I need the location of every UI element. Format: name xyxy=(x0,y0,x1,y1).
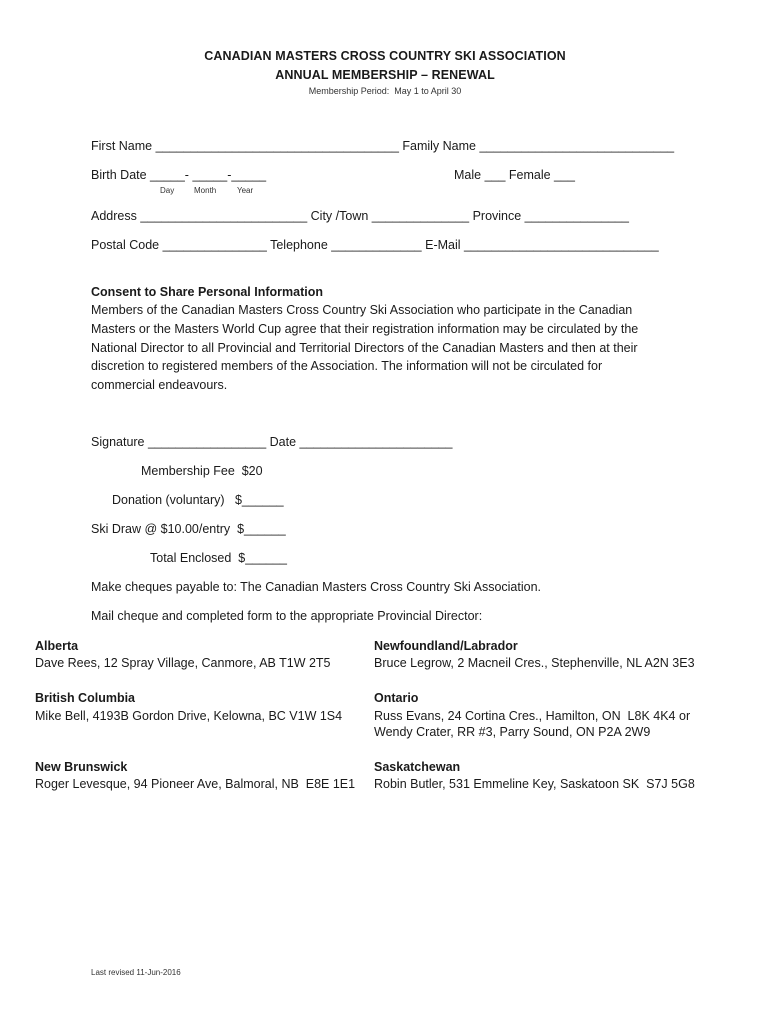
director-bc: Mike Bell, 4193B Gordon Drive, Kelowna, BC V1W 1S4 xyxy=(35,709,343,723)
director-newfoundland: Bruce Legrow, 2 Macneil Cres., Stephenville, NL A2N 3E3 xyxy=(374,656,695,670)
sex-line: Male ___ Female ___ xyxy=(454,168,575,182)
date-month-label: Month xyxy=(194,186,217,195)
director-nb: Roger Levesque, 94 Pioneer Ave, Balmoral, NB E8E 1E1 xyxy=(35,777,356,791)
postal-line: Postal Code _______________ Telephone _____________ E-Mail ____________________________ xyxy=(91,238,659,252)
province-ontario: Ontario xyxy=(374,691,419,705)
consent-heading: Consent to Share Personal Information xyxy=(91,285,323,299)
consent-text: Members of the Canadian Masters Cross Country Ski Association who participate in the Canadian Masters or the Masters World Cup agree that their registration information may be circulated by the National Director to all Provincial and Territorial Directors of the Canadian Masters and then at their discretion to registered members of the Association. The information will not be circulated for commercial endeavours. xyxy=(91,303,639,393)
name-fields-line: First Name ___________________________________ Family Name ____________________________ xyxy=(91,139,675,153)
last-revised: Last revised 11-Jun-2016 xyxy=(91,968,181,977)
date-year-label: Year xyxy=(237,186,254,195)
province-bc: British Columbia xyxy=(35,691,136,705)
membership-fee: Membership Fee $20 xyxy=(141,464,263,478)
province-nb: New Brunswick xyxy=(35,760,128,774)
address-line: Address ________________________ City /Town ______________ Province _______________ xyxy=(91,209,629,223)
province-saskatchewan: Saskatchewan xyxy=(374,760,461,774)
organization-title: CANADIAN MASTERS CROSS COUNTRY SKI ASSOCIATION xyxy=(204,49,566,63)
cheques-payable-text: Make cheques payable to: The Canadian Masters Cross Country Ski Association. xyxy=(91,580,541,594)
donation-line: Donation (voluntary) $______ xyxy=(112,493,284,507)
total-enclosed-line: Total Enclosed $______ xyxy=(150,551,287,565)
director-alberta: Dave Rees, 12 Spray Village, Canmore, AB T1W 2T5 xyxy=(35,656,331,670)
province-alberta: Alberta xyxy=(35,639,79,653)
signature-line: Signature _________________ Date ______________________ xyxy=(91,435,453,449)
director-ontario-2: Wendy Crater, RR #3, Parry Sound, ON P2A 2W9 xyxy=(374,725,651,739)
membership-period: Membership Period: May 1 to April 30 xyxy=(308,86,462,96)
province-newfoundland: Newfoundland/Labrador xyxy=(374,639,518,653)
form-title: ANNUAL MEMBERSHIP – RENEWAL xyxy=(275,68,495,82)
date-day-label: Day xyxy=(160,186,175,195)
director-ontario-1: Russ Evans, 24 Cortina Cres., Hamilton, ON L8K 4K4 or xyxy=(374,709,691,723)
ski-draw-line: Ski Draw @ $10.00/entry $______ xyxy=(91,522,286,536)
birth-date-line: Birth Date _____- _____-_____ xyxy=(91,168,267,182)
mail-instructions-text: Mail cheque and completed form to the appropriate Provincial Director: xyxy=(91,609,483,623)
director-saskatchewan: Robin Butler, 531 Emmeline Key, Saskatoon SK S7J 5G8 xyxy=(374,777,695,791)
